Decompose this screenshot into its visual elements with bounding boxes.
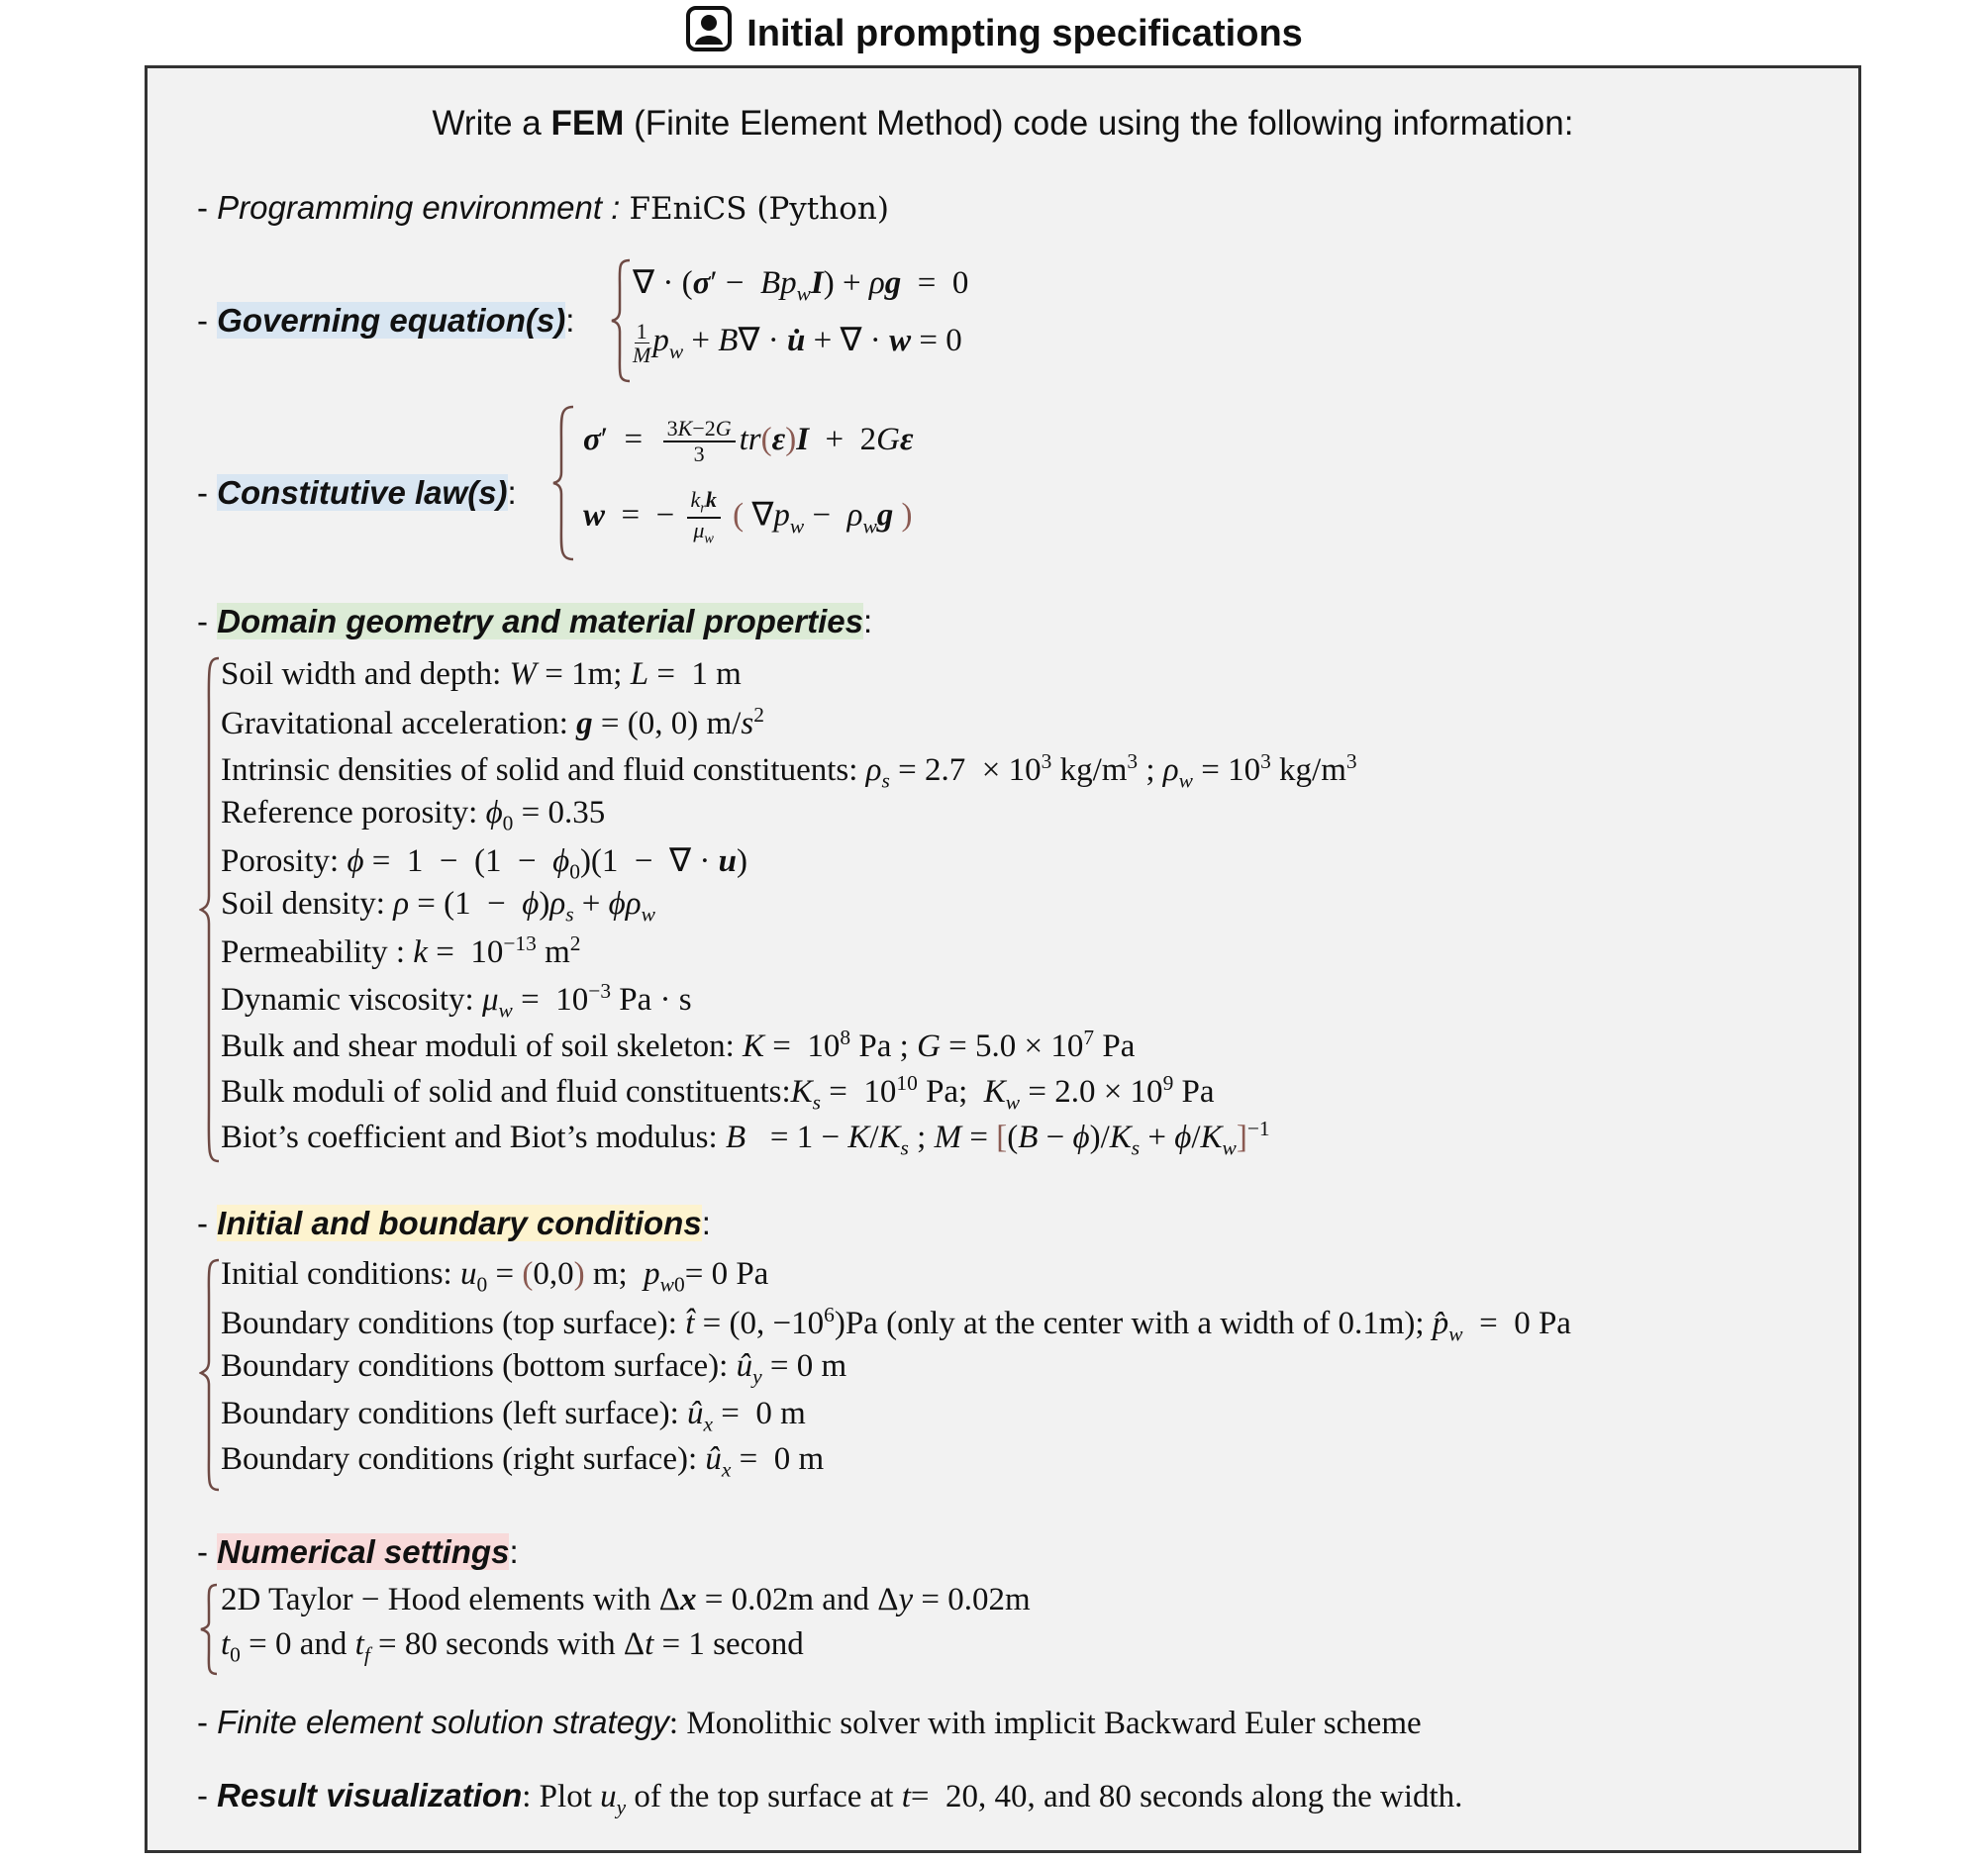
env-label: Programming environment :: [217, 189, 621, 226]
governing-eq-1: ∇ · $(\sigma' - Bp_wI) + \rho g = 0$: [633, 265, 969, 306]
env-value: FEniCS (Python): [629, 191, 889, 227]
domain-item-6: Soil density: $\rho = (1 - \phi)\rho_s + \phi\rho_w$: [221, 886, 655, 927]
constitutive-eq-2: w = − $\frac{k_rk}{\mu_w}$ ( $\nabla p_w - \rho_wg$ ): [583, 487, 913, 547]
numerical-item-2: $t_0 = 0$ and $t_f = 80$ seconds with Δt = 1 second: [221, 1626, 804, 1667]
governing-label: Governing equation(s): [217, 302, 566, 339]
condition-item-5: Boundary conditions (right surface): $û_x = 0$ m: [221, 1441, 825, 1482]
env-line: - Programming environment : FEniCS (Python): [197, 189, 889, 227]
page-title-text: Initial prompting specifications: [746, 12, 1303, 54]
constitutive-label: Constitutive law(s): [217, 474, 508, 511]
domain-item-7: Permeability : $k = 10^{-13}$ $m^2$: [221, 931, 581, 970]
conditions-brace: [199, 1258, 223, 1492]
domain-item-1: Soil width and depth: W = 1m; L = 1 m: [221, 656, 742, 692]
domain-item-9: Bulk and shear moduli of soil skeleton: $K = 10^8$ Pa ; $G = 5.0 \times 10^7$ Pa: [221, 1026, 1136, 1064]
condition-item-3: Boundary conditions (bottom surface): $û_y = 0$ m: [221, 1348, 847, 1389]
governing-eq-2: $\frac{1}{M}$ $p_w + B\nabla$ · u̇ + ∇ · w = 0: [633, 319, 962, 368]
solution-label: Finite element solution strategy: [217, 1704, 669, 1740]
solution-line: - Finite element solution strategy: Monolithic solver with implicit Backward Euler scheme: [197, 1704, 1422, 1741]
numerical-line: - Numerical settings:: [197, 1533, 519, 1570]
domain-item-4: Reference porosity: $\phi_0 = 0.35$: [221, 795, 606, 835]
governing-brace: [610, 258, 634, 383]
conditions-label: Initial and boundary conditions: [217, 1205, 702, 1241]
condition-item-2: Boundary conditions (top surface): t̂ = (0, $-10^6)Pa$ (only at the center with a width of 0.1m); $p̂_w = 0$ Pa: [221, 1303, 1571, 1346]
governing-line: - Governing equation(s):: [197, 302, 575, 339]
result-label: Result visualization: [217, 1777, 523, 1813]
user-icon: [685, 5, 733, 62]
constitutive-brace: [551, 405, 577, 561]
domain-item-3: Intrinsic densities of solid and fluid constituents: $\rho_s = 2.7 \times 10^3$ $kg/m^3$ ; $\rho_w = 10^3$ $kg/m^3$: [221, 749, 1357, 793]
intro-line: Write a FEM (Finite Element Method) code using the following information:: [432, 104, 1574, 143]
solution-value: : Monolithic solver with implicit Backward Euler scheme: [668, 1706, 1422, 1741]
domain-line: - Domain geometry and material properties:: [197, 603, 873, 639]
numerical-item-1: 2D Taylor − Hood elements with Δx = 0.02m and Δy = 0.02m: [221, 1582, 1031, 1617]
domain-item-8: Dynamic viscosity: $\mu_w = 10^{-3}$ Pa · s: [221, 979, 692, 1023]
domain-label: Domain geometry and material properties: [217, 603, 864, 639]
constitutive-eq-1: σ′ = $\frac{3K-2G}{3}$ tr(ε)I + 2Gε: [583, 416, 914, 467]
domain-item-2: Gravitational acceleration: g = (0, 0) $m/s^2$: [221, 703, 764, 741]
conditions-line: - Initial and boundary conditions:: [197, 1205, 711, 1241]
numerical-label: Numerical settings: [217, 1533, 510, 1570]
domain-item-11: Biot’s coefficient and Biot’s modulus: $B = 1 - K/K_s$ ; $M = [(B - \phi)/K_s + \phi/K_w]^{-1}$: [221, 1117, 1270, 1160]
spec-panel: [145, 65, 1861, 1853]
condition-item-4: Boundary conditions (left surface): $û_x = 0$ m: [221, 1396, 806, 1436]
condition-item-1: Initial conditions: $u_0 = (0,0)$ m; $p_{w0}= 0$ Pa: [221, 1256, 769, 1297]
domain-item-10: Bulk moduli of solid and fluid $constituents:K_s = 10^{10}$ Pa; $K_w = 2.0 \times 10^9$ Pa: [221, 1071, 1215, 1115]
domain-brace: [199, 656, 223, 1165]
domain-item-5: Porosity: $\phi = 1 - (1 - \phi_0)(1$ − ∇ · u): [221, 843, 747, 884]
result-line: - Result visualization: Plot $u_y$ of the top surface at t= 20, 40, and 80 seconds along the width.: [197, 1777, 1463, 1819]
numerical-brace: [199, 1583, 221, 1676]
page-title: [0, 6, 1988, 61]
constitutive-line: - Constitutive law(s):: [197, 474, 517, 511]
